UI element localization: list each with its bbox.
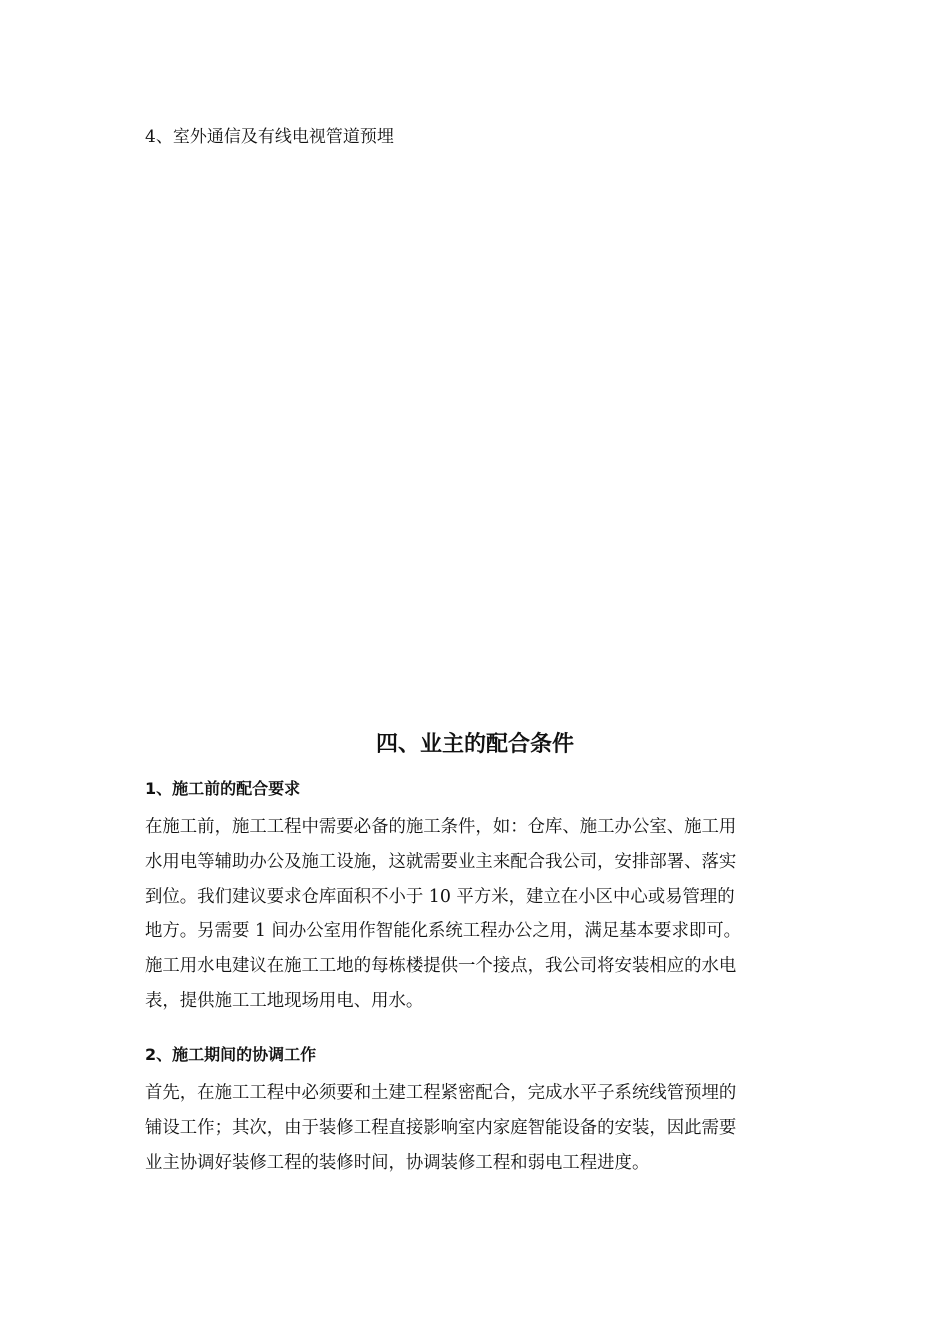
subsection-heading-pre-construction: 1、施工前的配合要求 <box>145 779 301 798</box>
list-item-outdoor-conduit: 4、室外通信及有线电视管道预埋 <box>145 127 394 147</box>
subsection-heading-coordination: 2、施工期间的协调工作 <box>145 1045 317 1064</box>
paragraph-line: 在施工前，施工工程中需要必备的施工条件，如：仓库、施工办公室、施工用 <box>145 817 737 837</box>
paragraph-pre-construction <box>145 810 805 1019</box>
paragraph-line: 表，提供施工工地现场用电、用水。 <box>145 990 424 1011</box>
paragraph-line: 业主协调好装修工程的装修时间，协调装修工程和弱电工程进度。 <box>145 1152 650 1173</box>
paragraph-coordination <box>145 1076 805 1180</box>
paragraph-line: 铺设工作；其次，由于装修工程直接影响室内家庭智能设备的安装，因此需要 <box>145 1117 737 1138</box>
paragraph-line: 地方。另需要 1 间办公室用作智能化系统工程办公之用，满足基本要求即可。 <box>145 921 742 942</box>
paragraph-line: 施工用水电建议在施工工地的每栋楼提供一个接点，我公司将安装相应的水电 <box>145 956 737 977</box>
paragraph-line: 水用电等辅助办公及施工设施，这就需要业主来配合我公司，安排部署、落实 <box>145 851 737 872</box>
section-title: 四、业主的配合条件 <box>375 732 574 757</box>
paragraph-line: 到位。我们建议要求仓库面积不小于 10 平方米，建立在小区中心或易管理的 <box>145 886 735 907</box>
paragraph-line: 首先，在施工工程中必须要和土建工程紧密配合，完成水平子系统线管预埋的 <box>145 1083 737 1103</box>
